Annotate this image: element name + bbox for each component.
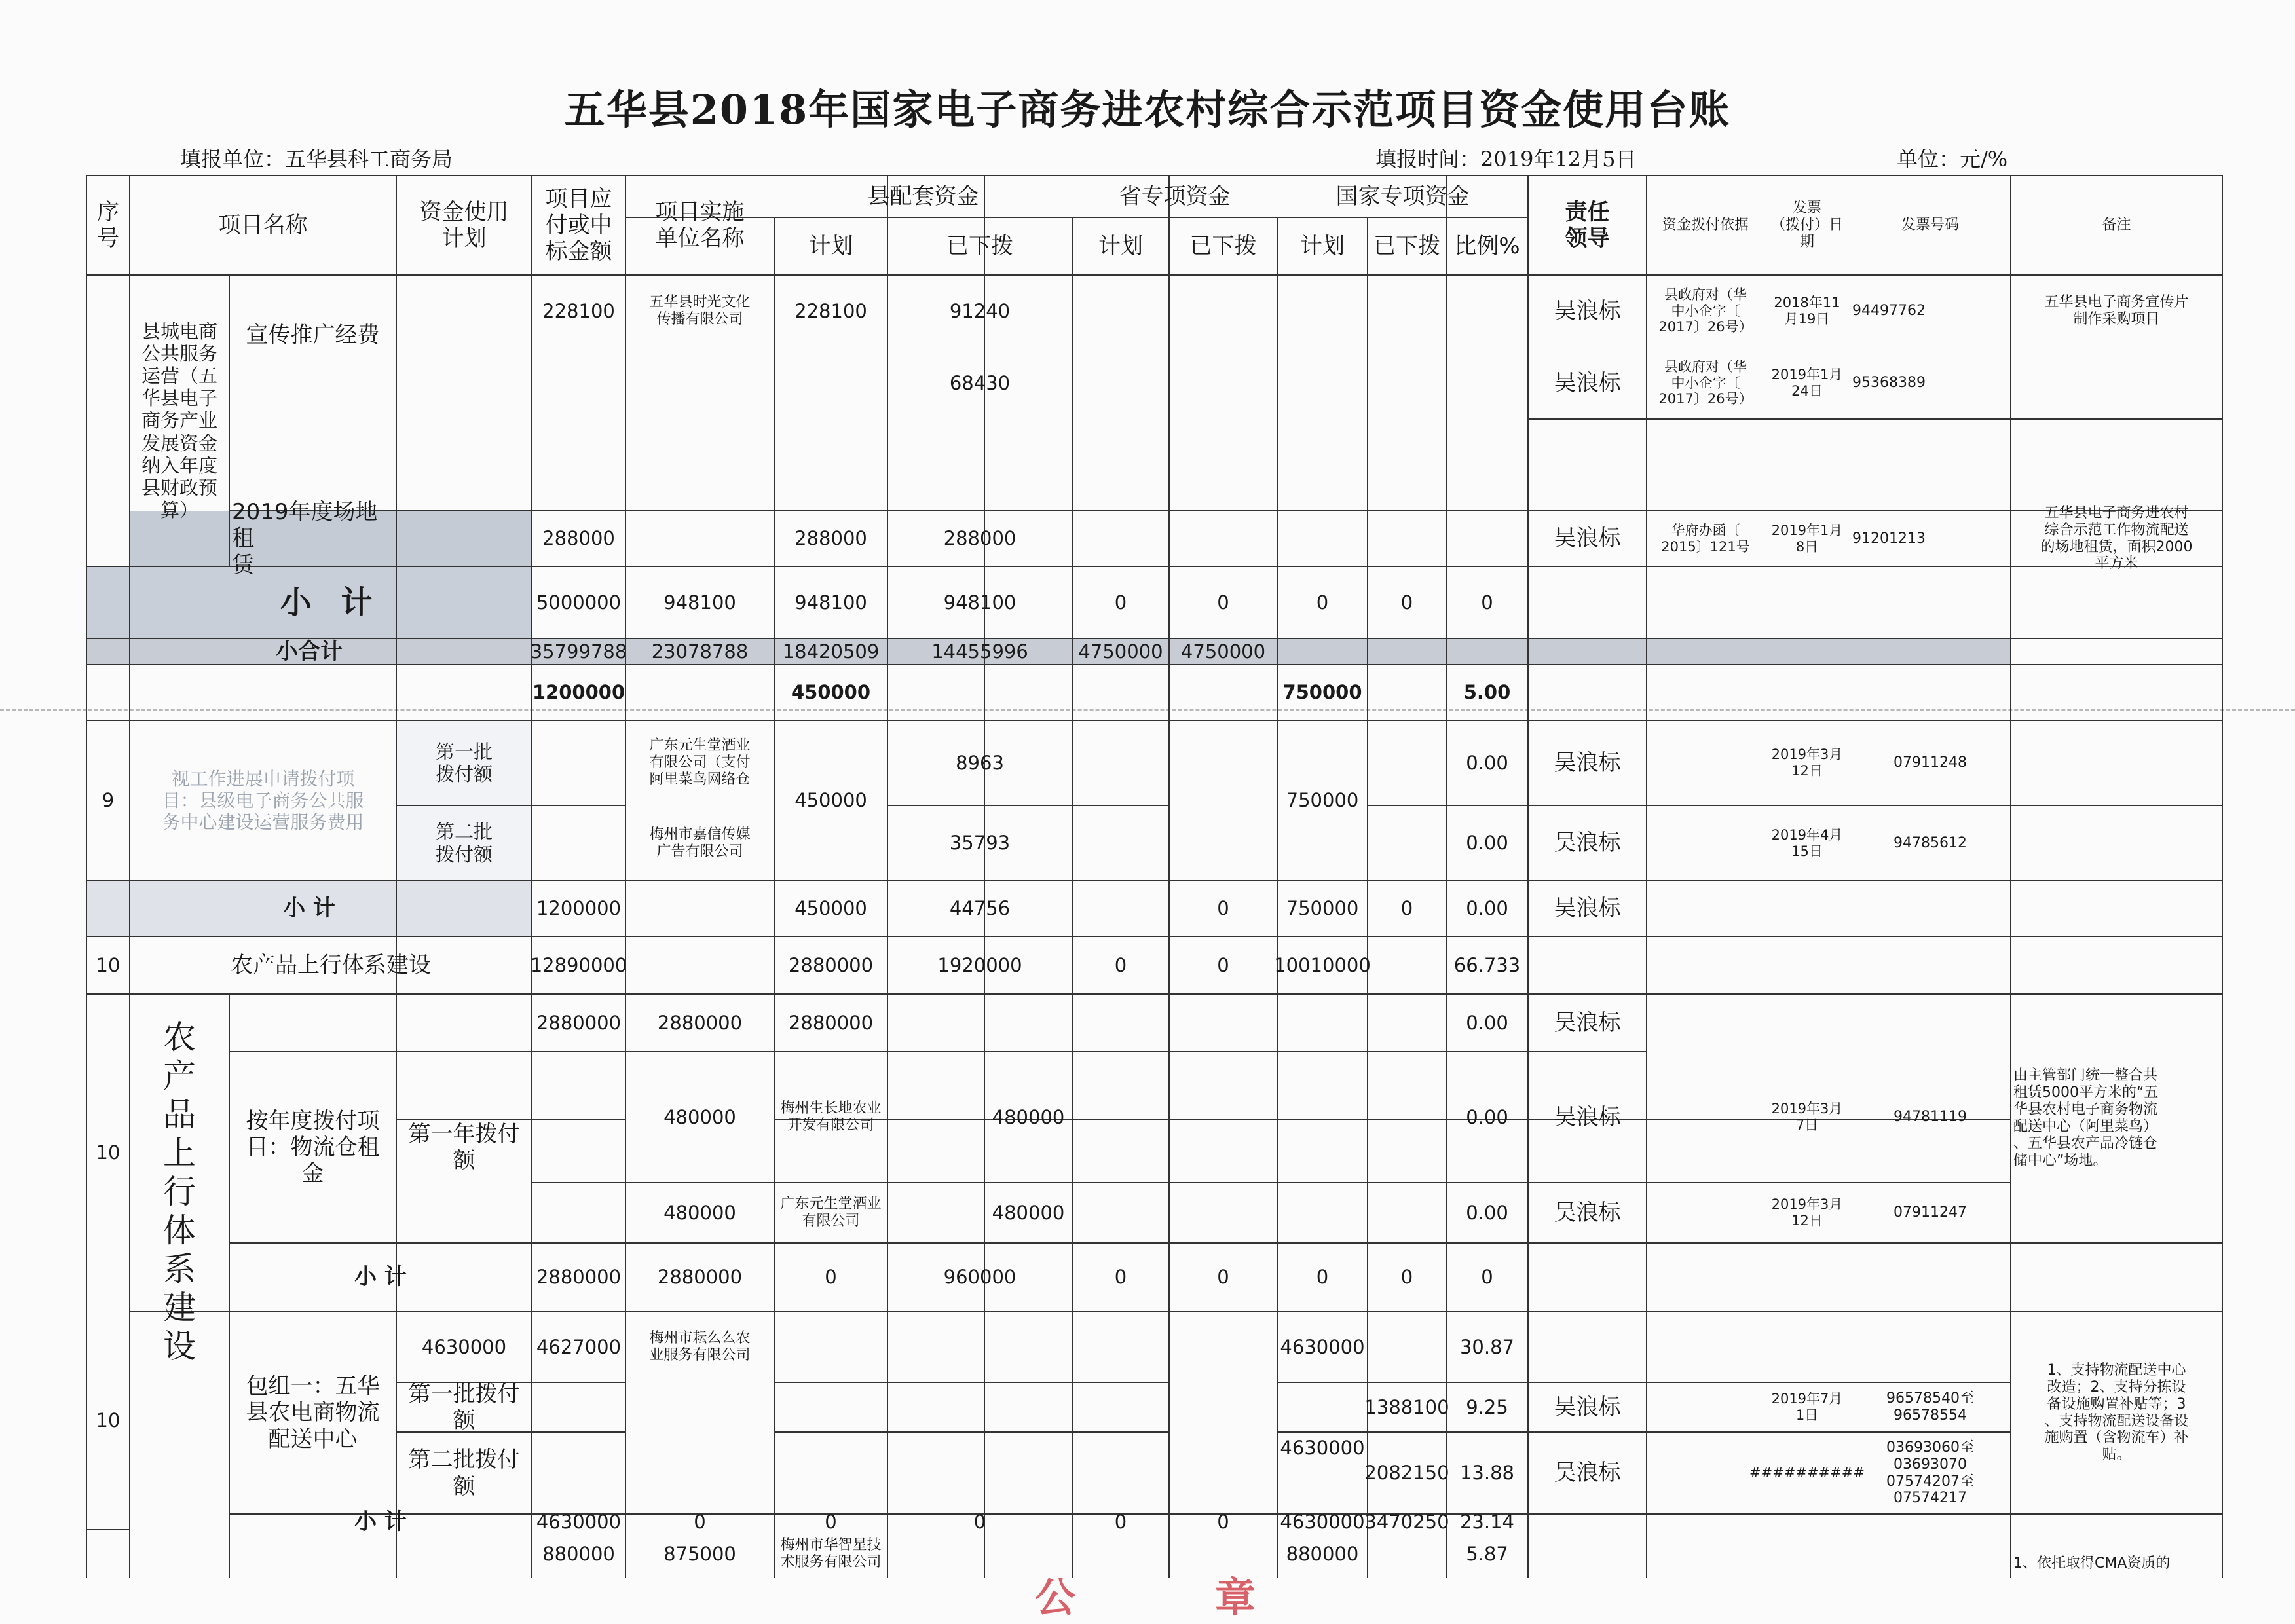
rowB-batch2-label: 第二批拨付 额 bbox=[408, 1447, 520, 1500]
rowB-national-plan-merged: 4630000 bbox=[1280, 1437, 1365, 1460]
subtotal-due: 0 bbox=[694, 1510, 706, 1533]
subtotal-national-issued: 0 bbox=[1400, 591, 1413, 614]
subtotal-province-issued: 0 bbox=[1217, 591, 1229, 614]
row9-plan: 1200000 bbox=[532, 681, 625, 704]
subtotal-national-plan: 750000 bbox=[1286, 897, 1359, 920]
rowB-plan: 4630000 bbox=[421, 1335, 507, 1358]
invoice-no-cell: 94785612 bbox=[1894, 834, 1967, 851]
header-fund-plan: 资金使用 计划 bbox=[419, 198, 509, 251]
subtotal-ratio: 0.00 bbox=[1466, 897, 1508, 920]
invoice-no-cell: 95368389 bbox=[1852, 375, 1926, 392]
invoice-date-cell: 2019年3月12日 bbox=[1771, 747, 1843, 779]
grand-total-county-plan: 18420509 bbox=[782, 640, 880, 663]
implementer-cell: 广东元生堂酒业 有限公司 bbox=[780, 1196, 882, 1229]
county-issued-cell: 91240 bbox=[949, 299, 1011, 322]
implementer-cell: 梅州生长地农业 开发有限公司 bbox=[780, 1100, 882, 1134]
ratio-cell: 30.87 bbox=[1459, 1335, 1515, 1358]
county-issued-cell: 288000 bbox=[943, 527, 1017, 550]
subtotal-county-issued: 948100 bbox=[943, 591, 1017, 614]
grand-total-province-issued: 4750000 bbox=[1180, 640, 1266, 663]
row10-ratio: 66.733 bbox=[1453, 953, 1521, 976]
invoice-date-cell: ########## bbox=[1749, 1465, 1865, 1481]
row9-county-plan-merged: 450000 bbox=[794, 789, 867, 812]
invoice-date-cell: 2019年4月15日 bbox=[1771, 826, 1843, 859]
header-national-plan: 计划 bbox=[1300, 232, 1345, 259]
filing-unit: 填报单位：五华县科工商务局 bbox=[180, 147, 453, 172]
rowB-project-name: 包组一：五华 县农电商物流 配送中心 bbox=[246, 1373, 380, 1452]
header-due-amount: 项目应 付或中 标金额 bbox=[545, 185, 612, 265]
row9-national-plan-merged: 750000 bbox=[1286, 789, 1359, 812]
header-invoice-date: 发票 （拨付）日期 bbox=[1770, 200, 1843, 250]
national-issued-cell: 1388100 bbox=[1364, 1395, 1449, 1418]
basis-cell: 县政府对（华 中小企字〔 2017〕26号） bbox=[1658, 286, 1753, 335]
invoice-date-cell: 2019年1月8日 bbox=[1771, 522, 1843, 555]
project-name-cell: 县城电商 公共服务 运营（五 华县电子 商务产业 发展资金 纳入年度 县财政预 算） bbox=[141, 320, 217, 522]
subtotal-national-plan: 0 bbox=[1316, 591, 1329, 614]
subtotal-province-plan: 0 bbox=[1114, 1266, 1127, 1289]
ratio-cell: 0.00 bbox=[1466, 1105, 1508, 1128]
subtotal-plan: 5000000 bbox=[536, 591, 622, 614]
leader-cell: 吴浪标 bbox=[1554, 1460, 1621, 1486]
row9-project-name: 视工作进展申请拨付项 目：县级电子商务公共服 务中心建设运营服务费用 bbox=[162, 767, 364, 834]
header-seq: 序 号 bbox=[97, 198, 119, 251]
subtotal-due: 2880000 bbox=[657, 1266, 743, 1289]
grand-total-due: 23078788 bbox=[651, 640, 749, 663]
county-issued-cell: 35793 bbox=[949, 832, 1011, 855]
leader-cell: 吴浪标 bbox=[1554, 749, 1621, 776]
header-invoice-no: 发票号码 bbox=[1901, 217, 1959, 234]
subtotal-province-issued: 0 bbox=[1217, 1266, 1229, 1289]
project-name-cell: 宣传推广经费 bbox=[246, 322, 380, 349]
implementer-cell: 梅州市嘉信传媒 广告有限公司 bbox=[649, 826, 751, 860]
implementer-cell: 梅州市华智星技 术服务有限公司 bbox=[780, 1537, 882, 1570]
row9-batch2-label: 第二批 拨付额 bbox=[435, 821, 493, 866]
ratio-cell: 5.87 bbox=[1466, 1542, 1508, 1565]
county-plan-cell: 288000 bbox=[794, 527, 867, 550]
row10-seq: 10 bbox=[96, 953, 121, 976]
page-title: 五华县2018年国家电子商务进农村综合示范项目资金使用台账 bbox=[564, 86, 1731, 134]
rowA-seq: 10 bbox=[96, 1141, 121, 1164]
rowC-due: 875000 bbox=[663, 1542, 736, 1565]
header-province-plan: 计划 bbox=[1098, 232, 1143, 259]
rowB-due: 4627000 bbox=[536, 1335, 622, 1358]
invoice-date-cell: 2019年3月12日 bbox=[1771, 1196, 1843, 1228]
basis-cell: 县政府对（华 中小企字〔 2017〕26号） bbox=[1658, 358, 1753, 407]
subtotal-ratio: 0 bbox=[1481, 1266, 1493, 1289]
leader-cell: 吴浪标 bbox=[1554, 369, 1621, 396]
subtotal-label: 小 计 bbox=[280, 583, 382, 621]
ratio-cell: 0.00 bbox=[1466, 1201, 1508, 1224]
county-issued-cell: 8963 bbox=[956, 751, 1004, 774]
invoice-date-cell: 2018年11月19日 bbox=[1774, 295, 1840, 327]
row10-province-issued: 0 bbox=[1217, 953, 1229, 976]
invoice-no-cell: 94781119 bbox=[1894, 1109, 1967, 1126]
subtotal-national-plan: 0 bbox=[1316, 1266, 1329, 1289]
header-leader: 责任 领导 bbox=[1565, 198, 1610, 251]
due-amount-cell: 228100 bbox=[542, 299, 615, 322]
remark-cell: 五华县电子商务宣传片 制作采购项目 bbox=[2044, 294, 2189, 327]
header-county-plan: 计划 bbox=[808, 232, 853, 259]
invoice-no-cell: 96578540至96578554 bbox=[1886, 1390, 1974, 1424]
invoice-no-cell: 03693060至03693070 07574207至07574217 bbox=[1886, 1439, 1974, 1507]
remark-cell: 1、支持物流配送中心 改造；2、支持分拣设 备设施购置补贴等；3 、支持物流配送设备设 施购置（含物流车）补 贴。 bbox=[2044, 1361, 2189, 1464]
ratio-cell: 13.88 bbox=[1459, 1462, 1515, 1485]
header-county-issued: 已下拨 bbox=[946, 232, 1013, 259]
subtotal-ratio: 23.14 bbox=[1459, 1510, 1515, 1533]
subtotal-county-plan: 0 bbox=[825, 1510, 837, 1533]
ratio-cell: 9.25 bbox=[1466, 1395, 1508, 1418]
subtotal-label: 小 计 bbox=[354, 1264, 407, 1291]
header-province-issued: 已下拨 bbox=[1189, 232, 1257, 259]
ratio-cell: 0.00 bbox=[1466, 832, 1508, 855]
county-issued-cell: 68430 bbox=[949, 371, 1011, 394]
row9-national-plan: 750000 bbox=[1282, 681, 1362, 704]
rowB-seq: 10 bbox=[96, 1409, 121, 1432]
leader-cell: 吴浪标 bbox=[1554, 1103, 1621, 1130]
subtotal-province-issued: 0 bbox=[1217, 1510, 1229, 1533]
rowA-due: 2880000 bbox=[657, 1011, 743, 1034]
header-national-ratio: 比例% bbox=[1454, 232, 1520, 259]
implementer-cell: 五华县时光文化 传播有限公司 bbox=[649, 294, 751, 327]
subtotal-plan: 1200000 bbox=[536, 897, 622, 920]
row9-seq: 9 bbox=[102, 789, 115, 812]
invoice-no-cell: 91201213 bbox=[1852, 530, 1926, 547]
header-national-funds: 国家专项资金 bbox=[1335, 183, 1470, 210]
leader-cell: 吴浪标 bbox=[1554, 1393, 1621, 1420]
header-county-funds: 县配套资金 bbox=[867, 183, 979, 210]
subtotal-county-plan: 450000 bbox=[794, 897, 867, 920]
implementer-cell: 广东元生堂酒业 有限公司（支付 阿里菜鸟网络仓 bbox=[649, 737, 751, 788]
subtotal-county-plan: 0 bbox=[825, 1266, 837, 1289]
subtotal-province-issued: 0 bbox=[1217, 897, 1229, 920]
subtotal-national-issued: 0 bbox=[1400, 1266, 1413, 1289]
subtotal-county-plan: 948100 bbox=[794, 591, 867, 614]
basis-cell: 华府办函〔 2015〕121号 bbox=[1661, 522, 1750, 555]
invoice-no-cell: 07911248 bbox=[1894, 754, 1967, 771]
subtotal-county-issued: 0 bbox=[973, 1510, 986, 1533]
subtotal-label: 小 计 bbox=[283, 895, 335, 922]
grand-total-plan: 35799788 bbox=[530, 640, 627, 663]
due-amount-cell: 480000 bbox=[663, 1201, 736, 1224]
grand-total-county-issued: 14455996 bbox=[931, 640, 1028, 663]
due-amount-cell: 288000 bbox=[542, 527, 615, 550]
due-amount-cell: 480000 bbox=[663, 1105, 736, 1128]
header-project-name: 项目名称 bbox=[218, 212, 308, 238]
invoice-no-cell: 94497762 bbox=[1852, 303, 1926, 320]
invoice-date-cell: 2019年1月24日 bbox=[1771, 367, 1843, 399]
ratio-cell: 0.00 bbox=[1466, 1011, 1508, 1034]
grand-total-province-plan: 4750000 bbox=[1078, 640, 1163, 663]
leader-cell: 吴浪标 bbox=[1554, 830, 1621, 857]
header-province-funds: 省专项资金 bbox=[1119, 183, 1231, 210]
subtotal-label: 小 计 bbox=[354, 1508, 407, 1535]
invoice-date-cell: 2019年3月7日 bbox=[1771, 1101, 1843, 1133]
subtotal-national-issued: 0 bbox=[1400, 897, 1413, 920]
header-remark: 备注 bbox=[2102, 217, 2131, 234]
row10-project-name: 农产品上行体系建设 bbox=[231, 951, 431, 978]
rowB-national-plan: 4630000 bbox=[1280, 1335, 1365, 1358]
row10-county-plan: 2880000 bbox=[788, 953, 874, 976]
leader-cell: 吴浪标 bbox=[1554, 525, 1621, 552]
row9-ratio: 5.00 bbox=[1463, 681, 1511, 704]
subtotal-ratio: 0 bbox=[1481, 591, 1493, 614]
rowA-year1-label: 第一年拨付 额 bbox=[408, 1120, 520, 1173]
subtotal-plan: 2880000 bbox=[536, 1266, 622, 1289]
subtotal-national-plan: 4630000 bbox=[1280, 1510, 1365, 1533]
invoice-date-cell: 2019年7月1日 bbox=[1771, 1391, 1843, 1423]
project-name-cell: 2019年度场地租 赁 bbox=[232, 499, 378, 578]
subtotal-province-plan: 0 bbox=[1114, 591, 1127, 614]
stamp-mark: 公 bbox=[1035, 1574, 1076, 1621]
rowC-plan: 880000 bbox=[542, 1542, 615, 1565]
section-vertical-label: 农 产 品 上 行 体 系 建 设 bbox=[163, 1018, 196, 1365]
row10-national-plan: 10010000 bbox=[1274, 953, 1371, 976]
rowC-national-plan: 880000 bbox=[1286, 1542, 1359, 1565]
leader-cell: 吴浪标 bbox=[1554, 895, 1621, 922]
remark-cell: 由主管部门统一整合共 租赁5000平方米的“五 华县农村电子商务物流 配送中心（阿里菜鸟） 、五华县农产品冷链仓 储中心”场地。 bbox=[2013, 1067, 2159, 1169]
rowA-county-plan: 2880000 bbox=[788, 1011, 874, 1034]
filing-time: 填报时间：2019年12月5日 bbox=[1375, 147, 1637, 172]
county-issued-cell: 480000 bbox=[992, 1201, 1065, 1224]
row9-county-plan: 450000 bbox=[791, 681, 871, 704]
row10-province-plan: 0 bbox=[1114, 953, 1127, 976]
subtotal-county-issued: 44756 bbox=[949, 897, 1011, 920]
row9-batch1-label: 第一批 拨付额 bbox=[435, 740, 493, 785]
row10-plan: 12890000 bbox=[530, 953, 627, 976]
county-issued-cell: 480000 bbox=[992, 1105, 1065, 1128]
leader-cell: 吴浪标 bbox=[1554, 297, 1621, 324]
header-national-issued: 已下拨 bbox=[1373, 232, 1440, 259]
invoice-no-cell: 07911247 bbox=[1894, 1204, 1967, 1221]
remark-cell: 1、依托取得CMA资质的 bbox=[2013, 1555, 2171, 1572]
header-basis: 资金拨付依据 bbox=[1662, 217, 1749, 234]
row10-county-issued: 1920000 bbox=[937, 953, 1022, 976]
county-plan-cell: 228100 bbox=[794, 299, 867, 322]
ratio-cell: 0.00 bbox=[1466, 751, 1508, 774]
remark-cell: 五华县电子商务进农村 综合示范工作物流配送 的场地租赁，面积2000 平方米 bbox=[2040, 504, 2193, 572]
stamp-mark: 章 bbox=[1215, 1574, 1256, 1621]
subtotal-province-plan: 0 bbox=[1114, 1510, 1127, 1533]
implementer-cell: 梅州市耘么么农 业服务有限公司 bbox=[649, 1330, 751, 1363]
rowA-project-name: 按年度拨付项 目：物流仓租 金 bbox=[246, 1107, 380, 1187]
header-implementer: 项目实施 单位名称 bbox=[655, 198, 745, 251]
subtotal-county-issued: 960000 bbox=[943, 1266, 1017, 1289]
subtotal-plan: 4630000 bbox=[536, 1510, 622, 1533]
subtotal-national-issued: 3470250 bbox=[1364, 1510, 1449, 1533]
leader-cell: 吴浪标 bbox=[1554, 1199, 1621, 1226]
leader-cell: 吴浪标 bbox=[1554, 1009, 1621, 1036]
currency-unit: 单位：元/% bbox=[1897, 147, 2008, 172]
grand-total-label: 小合计 bbox=[276, 638, 343, 665]
rowB-batch1-label: 第一批拨付 额 bbox=[408, 1380, 520, 1433]
subtotal-due: 948100 bbox=[663, 591, 736, 614]
national-issued-cell: 2082150 bbox=[1364, 1462, 1449, 1485]
rowA-plan: 2880000 bbox=[536, 1011, 622, 1034]
